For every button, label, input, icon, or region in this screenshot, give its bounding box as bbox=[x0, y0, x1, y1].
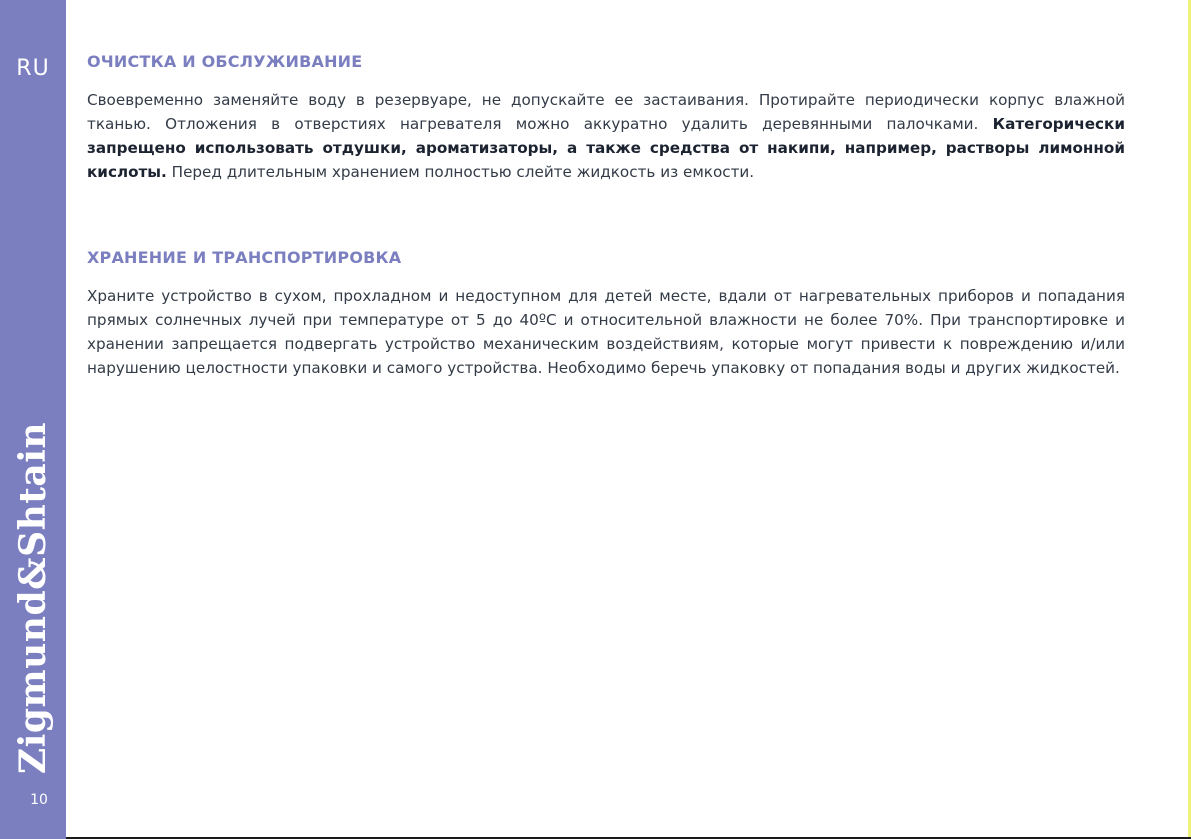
brand-logo: Zigmund&Shtain bbox=[12, 421, 54, 775]
page-number: 10 bbox=[30, 792, 48, 808]
section-heading-storage: ХРАНЕНИЕ И ТРАНСПОРТИРОВКА bbox=[87, 248, 402, 267]
section-heading-cleaning: ОЧИСТКА И ОБСЛУЖИВАНИЕ bbox=[87, 52, 363, 71]
sidebar bbox=[0, 0, 66, 839]
storage-paragraph: Храните устройство в сухом, прохладном и недоступном для детей месте, вдали от нагревательных приборов и попадания прямых солнечных лучей при температуре от 5 до 40ºС и относительной влажности не более 70%. При транспортировке и хранении запрещается подвергать устройство механическим воздействиям, которые могут привести к повреждению и/или нарушению целостности упаковки и самого устройства. Необходимо беречь упаковку от попадания воды и других жидкостей. bbox=[87, 287, 1125, 377]
cleaning-text-end: Перед длительным хранением полностью слейте жидкость из емкости. bbox=[166, 163, 755, 181]
cleaning-paragraph bbox=[87, 88, 1125, 184]
page-content bbox=[87, 52, 1125, 380]
cleaning-text-intro: Своевременно заменяйте воду в резервуаре, не допускайте ее застаивания. Протирайте периодически корпус влажной тканью. Отложения в отверстиях нагревателя можно аккуратно удалить деревянными палочками. bbox=[87, 91, 1125, 133]
cleaning-warning: Категорически запрещено использовать отдушки, ароматизаторы, а также средства от накипи, например, растворы лимонной кислоты. bbox=[87, 115, 1125, 181]
language-label: RU bbox=[16, 56, 50, 81]
